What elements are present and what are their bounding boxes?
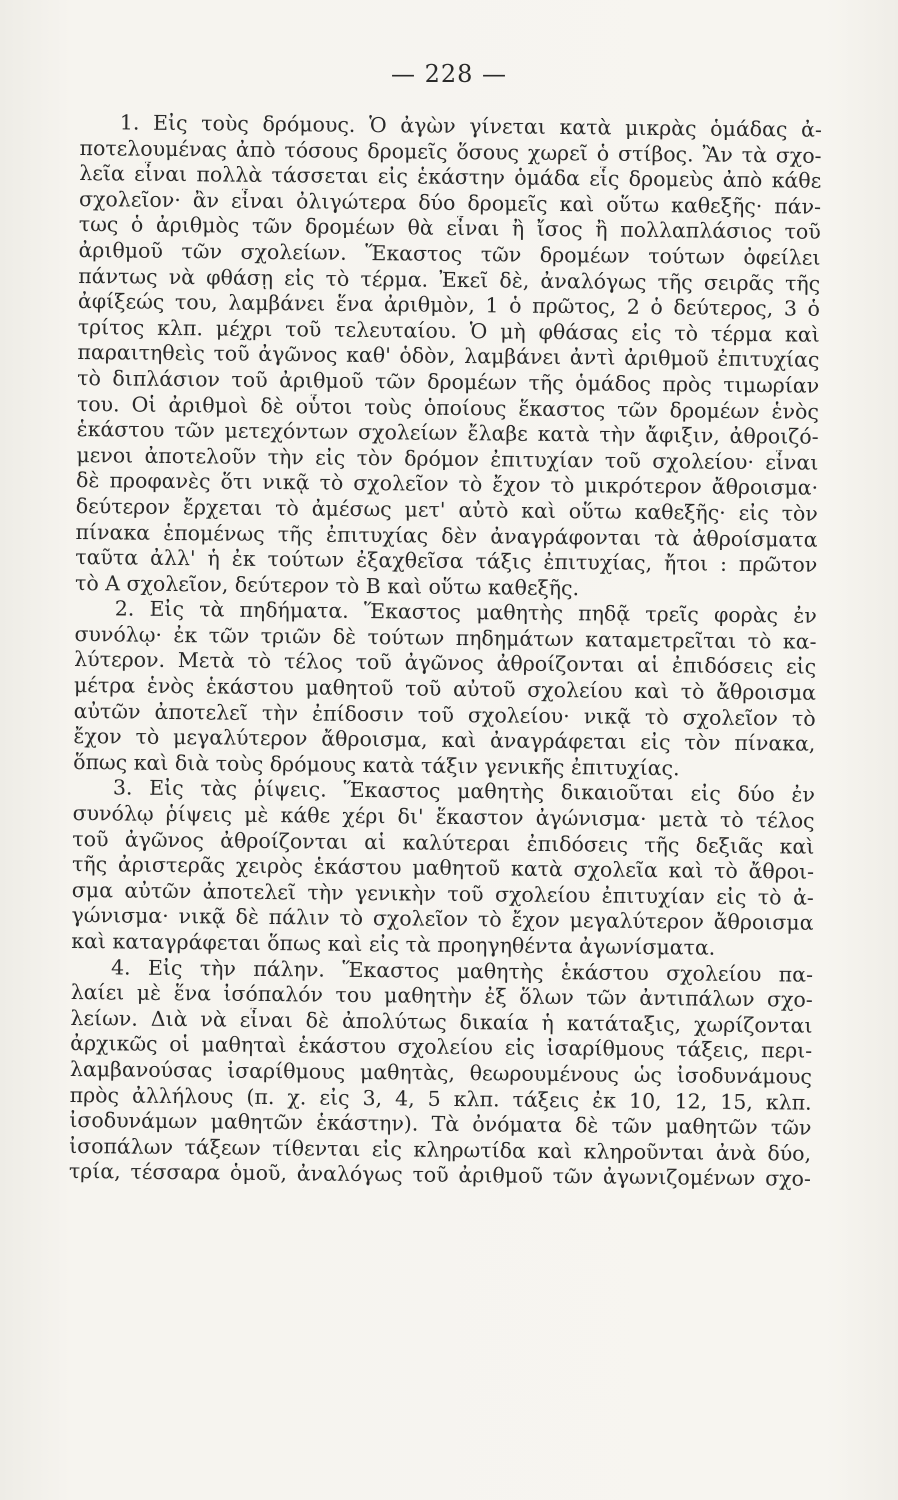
text-line: λεῖα εἶναι πολλὰ τάσσεται εἰς ἑκάστην ὁμάδα εἷς δρομεὺς ἀπὸ κάθε [79,161,822,193]
text-line: αὐτῶν ἀποτελεῖ τὴν ἐπίδοσιν τοῦ σχολείου· νικᾷ τὸ σχολεῖον τὸ [73,698,816,731]
text-line: ἀρχικῶς οἱ μαθηταὶ ἑκάστου σχολείου εἰς ἰσαρίθμους τάξεις, περι- [70,1031,813,1064]
text-line: 3. Εἰς τὰς ῥίψεις. Ἕκαστος μαθητὴς δικαιοῦται εἰς δύο ἐν [112,775,815,808]
text-line: σχολεῖον· ἂν εἶναι ὀλιγώτερα δύο δρομεῖς καὶ οὕτω καθεξῆς· πάν- [78,186,822,219]
text-line: μέτρα ἑνὸς ἑκάστου μαθητοῦ τοῦ αὐτοῦ σχολείου καὶ τὸ ἄθροισμα [73,673,817,705]
text-line: δεύτερον ἔρχεται τὸ ἀμέσως μετ' αὐτὸ καὶ οὕτω καθεξῆς· εἰς τὸν [75,493,818,526]
text-line: συνόλῳ· ἐκ τῶν τριῶν δὲ τούτων πηδημάτων καταμετρεῖται τὸ κα- [74,621,817,654]
body-text [69,110,822,1193]
text-line: 4. Εἰς τὴν πάλην. Ἕκαστος μαθητὴς ἑκάστου σχολείου πα- [110,954,814,987]
text-line: τως ὁ ἀριθμὸς τῶν δρομέων θὰ εἶναι ἢ ἴσος ἢ πολλαπλάσιος τοῦ [78,212,821,245]
text-line: τῆς ἀριστερᾶς χειρὸς ἑκάστου μαθητοῦ κατὰ σχολεῖα καὶ τὸ ἄθροι- [71,852,815,884]
text-line: λαμβανούσας ἰσαρίθμους μαθητὰς, θεωρουμένους ὡς ἰσοδυνάμους [69,1056,813,1089]
text-line: παραιτηθεὶς τοῦ ἀγῶνος καθ' ὁδὸν, λαμβάνει ἀντὶ ἀριθμοῦ ἐπιτυχίας [77,340,820,373]
text-line: ὅπως καὶ διὰ τοὺς δρόμους κατὰ τάξιν γενικῆς ἐπιτυχίας. [73,749,680,781]
text-line: μενοι ἀποτελοῦν τὴν εἰς τὸν δρόμον ἐπιτυχίαν τοῦ σχολείου· εἶναι [76,442,819,475]
text-line: τὸ Α σχολεῖον, δεύτερον τὸ Β καὶ οὕτω καθεξῆς. [74,570,580,600]
text-line: πίνακα ἑπομένως τῆς ἐπιτυχίας δὲν ἀναγράφονται τὰ ἀθροίσματα [75,519,818,552]
text-line: καὶ καταγράφεται ὅπως καὶ εἰς τὰ προηγηθέντα ἀγωνίσματα. [71,928,716,960]
text-line: τρίτος κλπ. μέχρι τοῦ τελευταίου. Ὁ μὴ φθάσας εἰς τὸ τέρμα καὶ [77,314,820,347]
page-number: — 228 — [390,60,508,88]
text-line: λαίει μὲ ἕνα ἰσόπαλόν του μαθητὴν ἐξ ὅλων τῶν ἀντιπάλων σχο- [70,980,813,1012]
text-line: ἰσοδυνάμων μαθητῶν ἑκάστην). Τὰ ὀνόματα δὲ τῶν μαθητῶν τῶν [69,1108,812,1140]
text-line: τοῦ ἀγῶνος ἀθροίζονται αἱ καλύτεραι ἐπιδόσεις τῆς δεξιᾶς καὶ [72,826,815,859]
text-line: ἀφίξεώς του, λαμβάνει ἕνα ἀριθμὸν, 1 ὁ πρῶτος, 2 ὁ δεύτερος, 3 ὁ [77,289,821,321]
text-line: τρία, τέσσαρα ὁμοῦ, ἀναλόγως τοῦ ἀριθμοῦ τῶν ἀγωνιζομένων σχο- [68,1159,811,1192]
text-line: του. Οἱ ἀριθμοὶ δὲ οὗτοι τοὺς ὁποίους ἕκαστος τῶν δρομέων ἑνὸς [76,391,820,424]
text-line: 1. Εἰς τοὺς δρόμους. Ὁ ἀγὼν γίνεται κατὰ μικρὰς ὁμάδας ἀ- [119,110,822,142]
text-line: ἀριθμοῦ τῶν σχολείων. Ἕκαστος τῶν δρομέων τούτων ὀφείλει [78,237,821,270]
text-line: ταῦτα ἀλλ' ἡ ἐκ τούτων ἐξαχθεῖσα τάξις ἐπιτυχίας, ἤτοι : πρῶτον [75,545,818,577]
text-line: ἰσοπάλων τάξεων τίθενται εἰς κληρωτίδα καὶ κληροῦνται ἀνὰ δύο, [69,1133,812,1166]
text-line: ἔχον τὸ μεγαλύτερον ἄθροισμα, καὶ ἀναγράφεται εἰς τὸν πίνακα, [73,724,816,756]
text-line: ἑκάστου τῶν μετεχόντων σχολείων ἔλαβε κατὰ τὴν ἄφιξιν, ἀθροιζό- [76,417,819,449]
text-line: συνόλῳ ῥίψεις μὲ κάθε χέρι δι' ἕκαστον ἀγώνισμα· μετὰ τὸ τέλος [72,800,815,833]
text-line: πρὸς ἀλλήλους (π. χ. εἰς 3, 4, 5 κλπ. τάξεις ἐκ 10, 12, 15, κλπ. [69,1082,812,1115]
text-line: λύτερον. Μετὰ τὸ τέλος τοῦ ἀγῶνος ἀθροίζονται αἱ ἐπιδόσεις εἰς [74,647,817,680]
text-line: γώνισμα· νικᾷ δὲ πάλιν τὸ σχολεῖον τὸ ἔχον μεγαλύτερον ἄθροισμα [71,903,814,936]
text-line: πάντως νὰ φθάσῃ εἰς τὸ τέρμα. Ἐκεῖ δὲ, ἀναλόγως τῆς σειρᾶς τῆς [78,263,821,296]
text-line: λείων. Διὰ νὰ εἶναι δὲ ἀπολύτως δικαία ἡ κατάταξις, χωρίζονται [70,1005,813,1038]
text-line: σμα αὐτῶν ἀποτελεῖ τὴν γενικὴν τοῦ σχολείου ἐπιτυχίαν εἰς τὸ ἀ- [71,877,814,910]
text-line: 2. Εἰς τὰ πηδήματα. Ἕκαστος μαθητὴς πηδᾷ τρεῖς φορὰς ἐν [114,596,817,629]
text-line: ποτελουμένας ἀπὸ τόσους δρομεῖς ὅσους χωρεῖ ὁ στίβος. Ἂν τὰ σχο- [79,135,822,168]
text-line: δὲ προφανὲς ὅτι νικᾷ τὸ σχολεῖον τὸ ἔχον τὸ μικρότερον ἄθροισμα· [75,468,819,501]
text-line: τὸ διπλάσιον τοῦ ἀριθμοῦ τῶν δρομέων τῆς ὁμάδος πρὸς τιμωρίαν [77,365,820,398]
